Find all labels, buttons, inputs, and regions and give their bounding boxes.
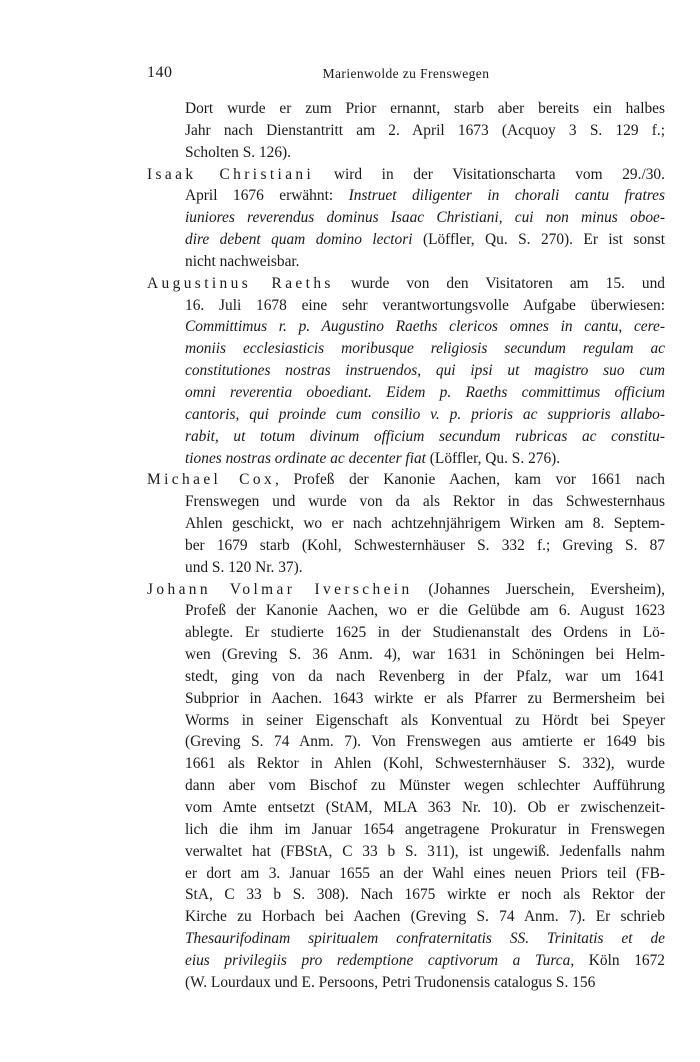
latin-quote: constitutiones nostras instruendos, qui ipsi ut magistro suo cum [185, 362, 665, 380]
text-line [147, 622, 665, 644]
text-segment: (Johannes Juerschein, Eversheim), [412, 580, 665, 598]
text-segment: Frenswegen und wurde von da als Rektor in das Schwesternhaus [185, 493, 665, 511]
text-line [147, 448, 665, 470]
text-line [147, 753, 665, 775]
text-line [147, 273, 665, 295]
text-segment: (Löffler, Qu. S. 276). [425, 449, 561, 467]
text-segment: dann aber vom Bischof zu Münster wegen schlechter Aufführung [185, 777, 665, 795]
text-line [147, 666, 665, 688]
text-segment: 16. Juli 1678 eine sehr verantwortungsvolle Aufgabe überwiesen: [185, 296, 665, 314]
text-line [147, 295, 665, 317]
text-line [147, 841, 665, 863]
biography-entry [147, 469, 665, 578]
text-line [147, 775, 665, 797]
text-line [147, 710, 665, 732]
text-segment: und S. 120 Nr. 37). [185, 558, 303, 576]
text-line [147, 513, 665, 535]
text-line [147, 360, 665, 382]
text-line [147, 142, 665, 164]
entry-continuation [147, 98, 665, 164]
text-segment: Profeß der Kanonie Aachen, wo er die Gelübde am 6. August 1623 [185, 602, 665, 620]
text-line [147, 928, 665, 950]
text-line [147, 229, 665, 251]
latin-quote: Thesaurifodinam spiritualem confraternitatis SS. Trinitatis et de [185, 930, 665, 948]
text-segment: StA, C 33 b S. 308). Nach 1675 wirkte er noch als Rektor der [185, 886, 665, 904]
text-segment: Ahlen geschickt, wo er nach achtzehnjährigem Wirken am 8. Septem- [185, 515, 665, 533]
text-line [147, 644, 665, 666]
text-line [147, 164, 665, 186]
text-line [147, 316, 665, 338]
text-segment: ber 1679 starb (Kohl, Schwesternhäuser S. 332 f.; Greving S. 87 [185, 536, 665, 554]
text-line [147, 557, 665, 579]
text-segment: 1661 als Rektor in Ahlen (Kohl, Schwesternhäuser S. 332), wurde [185, 755, 665, 773]
latin-quote: eius privilegiis pro redemptione captivorum a Turca [185, 951, 571, 969]
biography-entry [147, 579, 665, 994]
text-line [147, 600, 665, 622]
body-text [147, 98, 665, 994]
text-line [147, 731, 665, 753]
text-line [147, 185, 665, 207]
latin-quote: tiones nostras ordinate ac decenter fiat [185, 449, 426, 467]
text-segment: Kirche zu Horbach bei Aachen (Greving S. 74 Anm. 7). Er schrieb [185, 908, 665, 926]
text-line [147, 884, 665, 906]
text-segment: (Löffler, Qu. S. 270). Er ist sonst [412, 231, 665, 249]
text-segment: wurde von den Visitatoren am 15. und [333, 274, 665, 292]
text-line [147, 382, 665, 404]
latin-quote: dire debent quam domino lectori [185, 231, 413, 249]
text-segment: (W. Lourdaux und E. Persoons, Petri Trudonensis catalogus S. 156 [185, 973, 596, 991]
entry-name: Augustinus Raeths [147, 274, 334, 292]
running-title: Marienwolde zu Frenswegen [322, 66, 490, 81]
text-line [147, 404, 665, 426]
latin-quote: Instruet diligenter in chorali cantu fratres [348, 187, 665, 205]
text-line [147, 863, 665, 885]
text-segment: vom Amte entsetzt (StAM, MLA 363 Nr. 10). Ob er zwischenzeit- [185, 799, 665, 816]
text-segment: er dort am 3. Januar 1655 an der Wahl eines neuen Priors teil (FB- [185, 864, 665, 882]
page-header [147, 64, 665, 88]
latin-quote: Committimus r. p. Augustino Raeths clericos omnes in cantu, cere- [185, 318, 665, 336]
latin-quote: omni reverentia oboediant. Eidem p. Raeths committimus officium [185, 383, 665, 401]
text-segment: wird in der Visitationscharta vom 29./30. [314, 165, 665, 183]
latin-quote: iuniores reverendus dominus Isaac Christiani, cui non minus oboe- [185, 209, 665, 227]
text-line [147, 972, 665, 994]
text-line [147, 98, 665, 120]
entry-name: Michael Cox [147, 471, 276, 489]
text-segment: nicht nachweisbar. [185, 252, 300, 270]
text-line [147, 579, 665, 601]
text-segment: Subprior in Aachen. 1643 wirkte er als Pfarrer zu Bermersheim bei [185, 689, 665, 707]
text-segment: , Köln 1672 [570, 951, 665, 969]
text-segment: , Profeß der Kanonie Aachen, kam vor 1661 nach [275, 471, 665, 489]
biography-entry [147, 164, 665, 273]
text-line [147, 688, 665, 710]
text-line [147, 797, 665, 819]
text-line [147, 426, 665, 448]
text-line [147, 120, 665, 142]
text-line [147, 469, 665, 491]
latin-quote: rabit, ut totum divinum officium secundum rubricas ac constitu- [185, 427, 665, 445]
text-segment: Dort wurde er zum Prior ernannt, starb aber bereits ein halbes [185, 100, 665, 117]
text-line [147, 338, 665, 360]
page-number: 140 [147, 64, 173, 81]
text-line [147, 207, 665, 229]
text-segment: April 1676 erwähnt: [185, 187, 349, 205]
text-line [147, 251, 665, 273]
text-segment: wen (Greving S. 36 Anm. 4), war 1631 in Schöningen bei Helm- [185, 646, 665, 664]
text-segment: verwaltet hat (FBStA, C 33 b S. 311), ist ungewiß. Jedenfalls nahm [185, 842, 665, 860]
text-segment: Jahr nach Dienstantritt am 2. April 1673 (Acquoy 3 S. 129 f.; [185, 121, 665, 139]
biography-entry [147, 273, 665, 470]
text-line [147, 491, 665, 513]
text-segment: Scholten S. 126). [185, 143, 292, 161]
latin-quote: moniis ecclesiasticis moribusque religiosis secundum regulam ac [185, 340, 665, 358]
text-segment: lich die ihm im Januar 1654 angetragene Prokuratur in Frenswegen [185, 820, 665, 838]
text-line [147, 819, 665, 841]
text-line [147, 535, 665, 557]
entry-name: Johann Volmar Iverschein [147, 580, 413, 598]
text-segment: (Greving S. 74 Anm. 7). Von Frenswegen aus amtierte er 1649 bis [185, 733, 665, 751]
text-segment: ablegte. Er studierte 1625 in der Studienanstalt des Ordens in Lö- [185, 624, 665, 642]
text-segment: Worms in seiner Eigenschaft als Konventual zu Hördt bei Speyer [185, 711, 665, 729]
latin-quote: cantoris, qui proinde cum consilio v. p. prioris ac supprioris allabo- [185, 405, 665, 423]
text-line [147, 950, 665, 972]
text-line [147, 906, 665, 928]
text-segment: stedt, ging von da nach Revenberg in der Pfalz, war um 1641 [185, 667, 665, 685]
entry-name: Isaak Christiani [147, 165, 315, 183]
